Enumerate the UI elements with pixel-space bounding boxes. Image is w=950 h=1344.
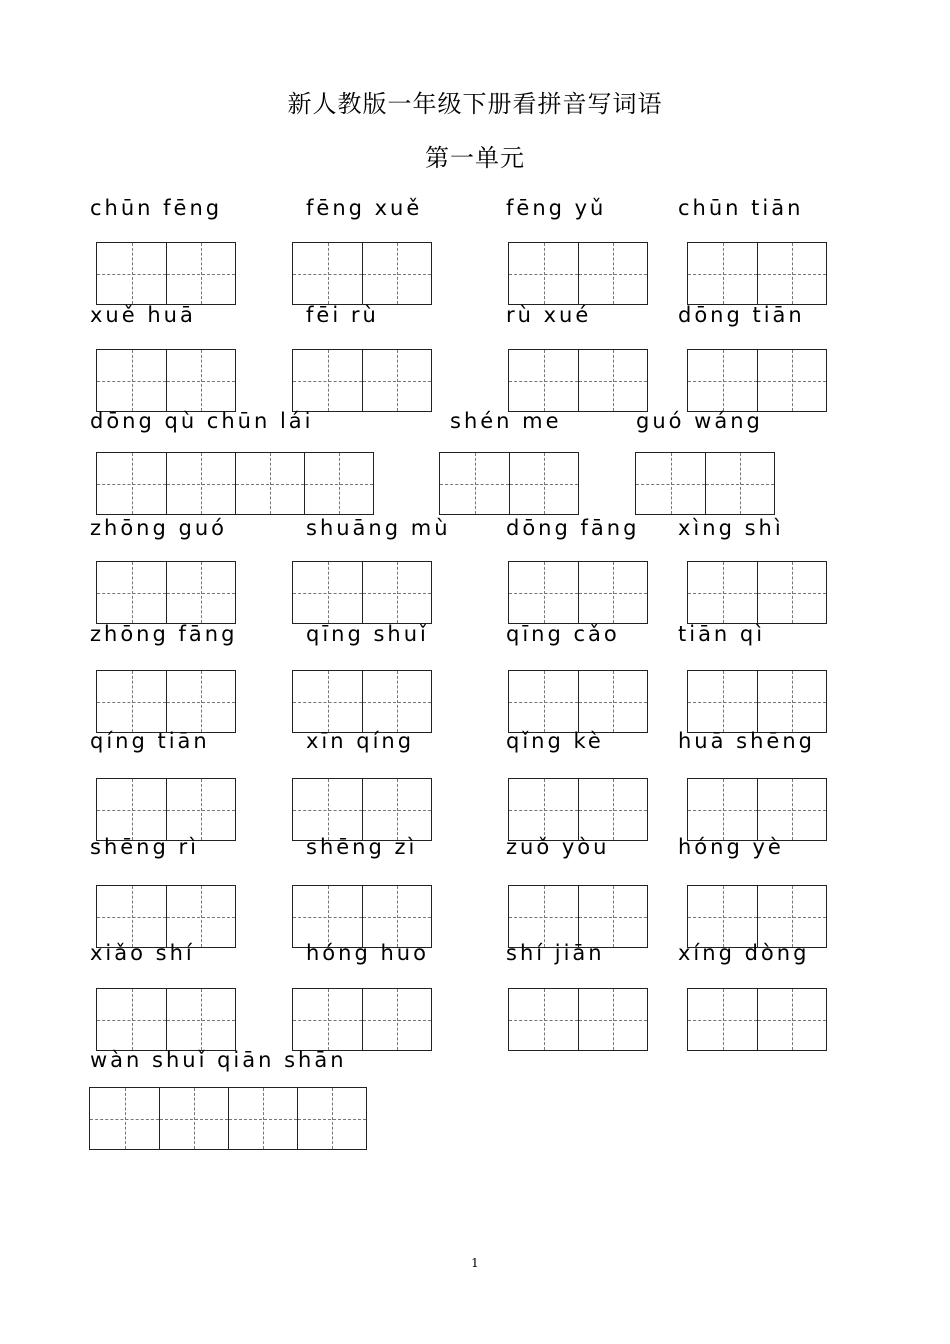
- tianzige-cell[interactable]: [293, 989, 362, 1050]
- tianzige-cell[interactable]: [166, 562, 235, 623]
- tianzige-cell[interactable]: [166, 886, 235, 947]
- pinyin-prompt: shuāng mù: [306, 516, 451, 540]
- tianzige-cell[interactable]: [509, 886, 578, 947]
- tianzige-cell[interactable]: [509, 671, 578, 732]
- tianzige-cell[interactable]: [293, 779, 362, 840]
- pinyin-prompt: fēng yǔ: [506, 196, 607, 220]
- tianzige-cell[interactable]: [362, 989, 431, 1050]
- tianzige-cell[interactable]: [97, 779, 166, 840]
- writing-grid[interactable]: [96, 670, 236, 733]
- writing-grid[interactable]: [292, 349, 432, 412]
- tianzige-cell[interactable]: [757, 562, 826, 623]
- pinyin-prompt: hóng huo: [306, 941, 429, 965]
- writing-grid[interactable]: [508, 885, 648, 948]
- tianzige-cell[interactable]: [578, 562, 647, 623]
- tianzige-cell[interactable]: [97, 453, 166, 514]
- tianzige-cell[interactable]: [362, 886, 431, 947]
- tianzige-cell[interactable]: [293, 350, 362, 411]
- pinyin-prompt: zuǒ yòu: [506, 835, 610, 859]
- writing-grid[interactable]: [687, 242, 827, 305]
- writing-grid[interactable]: [508, 670, 648, 733]
- tianzige-cell[interactable]: [97, 886, 166, 947]
- writing-grid[interactable]: [687, 778, 827, 841]
- pinyin-prompt: zhōng fāng: [90, 622, 238, 646]
- writing-grid[interactable]: [508, 561, 648, 624]
- pinyin-prompt: chūn fēng: [90, 196, 223, 220]
- pinyin-prompt: fēi rù: [306, 303, 379, 327]
- tianzige-cell[interactable]: [757, 243, 826, 304]
- tianzige-cell[interactable]: [509, 779, 578, 840]
- writing-grid[interactable]: [508, 778, 648, 841]
- tianzige-cell[interactable]: [757, 350, 826, 411]
- tianzige-cell[interactable]: [578, 671, 647, 732]
- tianzige-cell[interactable]: [293, 243, 362, 304]
- tianzige-cell[interactable]: [97, 243, 166, 304]
- tianzige-cell[interactable]: [578, 886, 647, 947]
- pinyin-prompt: qīng shuǐ: [306, 622, 429, 646]
- tianzige-cell[interactable]: [757, 671, 826, 732]
- pinyin-prompt: huā shēng: [678, 729, 815, 753]
- tianzige-cell[interactable]: [97, 989, 166, 1050]
- writing-grid[interactable]: [292, 561, 432, 624]
- tianzige-cell[interactable]: [297, 1088, 366, 1149]
- tianzige-cell[interactable]: [509, 453, 578, 514]
- tianzige-cell[interactable]: [688, 562, 757, 623]
- pinyin-prompt: xíng dòng: [678, 941, 810, 965]
- pinyin-prompt: rù xué: [506, 303, 592, 327]
- tianzige-cell[interactable]: [509, 989, 578, 1050]
- pinyin-prompt: shí jiān: [506, 941, 605, 965]
- tianzige-cell[interactable]: [440, 453, 509, 514]
- page-number: 1: [471, 1256, 479, 1270]
- tianzige-cell[interactable]: [97, 562, 166, 623]
- writing-grid[interactable]: [508, 988, 648, 1051]
- writing-grid[interactable]: [292, 670, 432, 733]
- tianzige-cell[interactable]: [97, 350, 166, 411]
- tianzige-cell[interactable]: [688, 243, 757, 304]
- tianzige-cell[interactable]: [228, 1088, 297, 1149]
- tianzige-cell[interactable]: [705, 453, 774, 514]
- pinyin-prompt: zhōng guó: [90, 516, 227, 540]
- tianzige-cell[interactable]: [636, 453, 705, 514]
- pinyin-prompt: hóng yè: [678, 835, 784, 859]
- tianzige-cell[interactable]: [235, 453, 304, 514]
- tianzige-cell[interactable]: [509, 243, 578, 304]
- writing-grid[interactable]: [292, 885, 432, 948]
- unit-title: 第一单元: [425, 144, 525, 172]
- tianzige-cell[interactable]: [688, 671, 757, 732]
- tianzige-cell[interactable]: [304, 453, 373, 514]
- tianzige-cell[interactable]: [293, 886, 362, 947]
- pinyin-prompt: shén me: [450, 409, 562, 433]
- pinyin-prompt: shēng rì: [90, 835, 199, 859]
- writing-grid[interactable]: [687, 885, 827, 948]
- tianzige-cell[interactable]: [362, 779, 431, 840]
- tianzige-cell[interactable]: [757, 989, 826, 1050]
- tianzige-cell[interactable]: [166, 350, 235, 411]
- tianzige-cell[interactable]: [578, 989, 647, 1050]
- pinyin-prompt: xīn qíng: [306, 729, 415, 753]
- pinyin-prompt: fēng xuě: [306, 196, 423, 220]
- tianzige-cell[interactable]: [362, 243, 431, 304]
- writing-grid[interactable]: [508, 349, 648, 412]
- writing-grid[interactable]: [96, 778, 236, 841]
- pinyin-prompt: xìng shì: [678, 516, 784, 540]
- pinyin-prompt: xiǎo shí: [90, 941, 195, 965]
- tianzige-cell[interactable]: [688, 886, 757, 947]
- writing-grid[interactable]: [687, 349, 827, 412]
- tianzige-cell[interactable]: [509, 562, 578, 623]
- tianzige-cell[interactable]: [578, 243, 647, 304]
- writing-grid[interactable]: [96, 452, 374, 515]
- tianzige-cell[interactable]: [362, 350, 431, 411]
- writing-grid[interactable]: [292, 988, 432, 1051]
- tianzige-cell[interactable]: [688, 350, 757, 411]
- tianzige-cell[interactable]: [166, 453, 235, 514]
- writing-grid[interactable]: [96, 349, 236, 412]
- document-title: 新人教版一年级下册看拼音写词语: [287, 90, 663, 118]
- pinyin-prompt: dōng qù chūn lái: [90, 409, 314, 433]
- pinyin-prompt: chūn tiān: [678, 196, 804, 220]
- tianzige-cell[interactable]: [159, 1088, 228, 1149]
- writing-grid[interactable]: [89, 1087, 367, 1150]
- tianzige-cell[interactable]: [688, 989, 757, 1050]
- tianzige-cell[interactable]: [757, 886, 826, 947]
- tianzige-cell[interactable]: [293, 562, 362, 623]
- writing-grid[interactable]: [96, 988, 236, 1051]
- pinyin-prompt: qīng cǎo: [506, 622, 620, 646]
- tianzige-cell[interactable]: [362, 671, 431, 732]
- tianzige-cell[interactable]: [293, 671, 362, 732]
- writing-grid[interactable]: [687, 561, 827, 624]
- tianzige-cell[interactable]: [90, 1088, 159, 1149]
- writing-grid[interactable]: [292, 242, 432, 305]
- pinyin-prompt: qǐng kè: [506, 729, 604, 753]
- pinyin-prompt: qíng tiān: [90, 729, 210, 753]
- tianzige-cell[interactable]: [362, 562, 431, 623]
- tianzige-cell[interactable]: [688, 779, 757, 840]
- tianzige-cell[interactable]: [166, 243, 235, 304]
- tianzige-cell[interactable]: [166, 779, 235, 840]
- writing-grid[interactable]: [292, 778, 432, 841]
- tianzige-cell[interactable]: [97, 671, 166, 732]
- writing-grid[interactable]: [687, 988, 827, 1051]
- tianzige-cell[interactable]: [166, 671, 235, 732]
- writing-grid[interactable]: [96, 885, 236, 948]
- tianzige-cell[interactable]: [166, 989, 235, 1050]
- tianzige-cell[interactable]: [578, 779, 647, 840]
- writing-grid[interactable]: [508, 242, 648, 305]
- writing-grid[interactable]: [635, 452, 775, 515]
- tianzige-cell[interactable]: [578, 350, 647, 411]
- tianzige-cell[interactable]: [757, 779, 826, 840]
- writing-grid[interactable]: [96, 242, 236, 305]
- pinyin-prompt: wàn shuǐ qiān shān: [90, 1048, 347, 1072]
- writing-grid[interactable]: [96, 561, 236, 624]
- pinyin-prompt: dōng fāng: [506, 516, 640, 540]
- pinyin-prompt: guó wáng: [636, 409, 763, 433]
- writing-grid[interactable]: [687, 670, 827, 733]
- pinyin-prompt: shēng zì: [306, 835, 418, 859]
- pinyin-prompt: tiān qì: [678, 622, 766, 646]
- pinyin-prompt: xuě huā: [90, 303, 196, 327]
- writing-grid[interactable]: [439, 452, 579, 515]
- pinyin-prompt: dōng tiān: [678, 303, 805, 327]
- tianzige-cell[interactable]: [509, 350, 578, 411]
